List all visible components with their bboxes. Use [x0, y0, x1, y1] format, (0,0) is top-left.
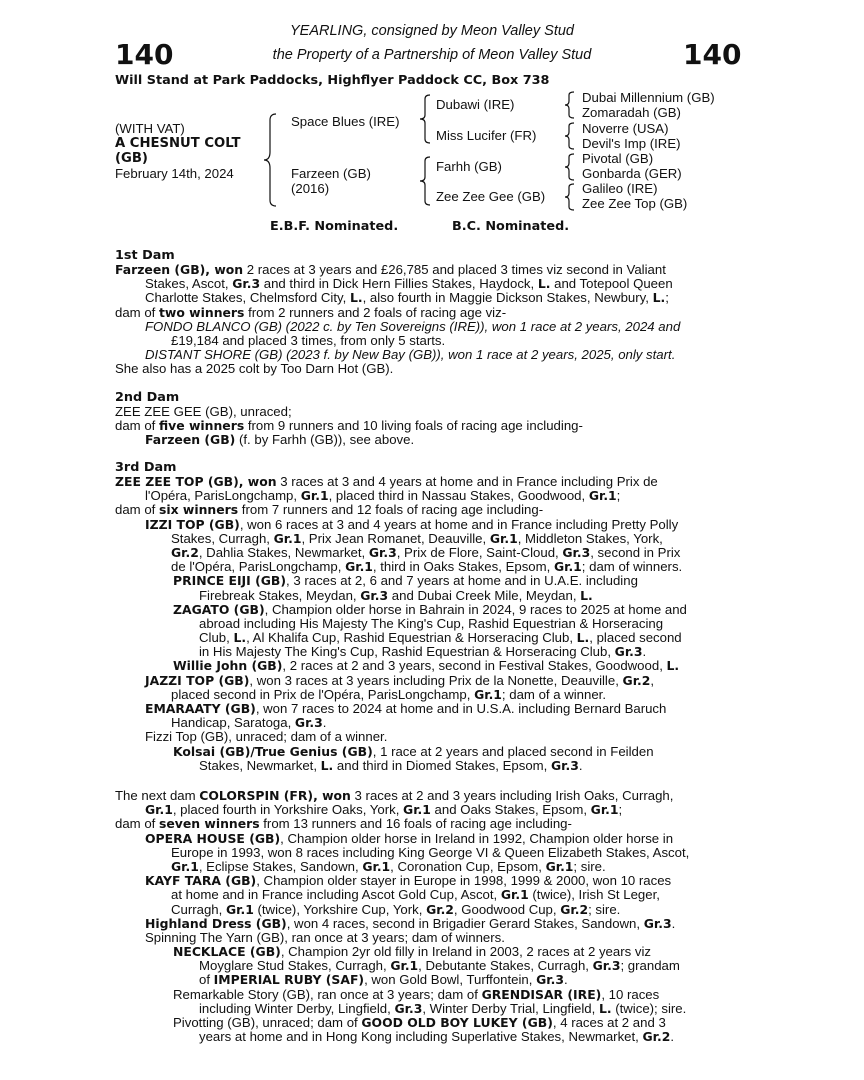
bold-text: Gr.3 — [614, 644, 643, 660]
bold-text: Gr.1 — [145, 802, 173, 818]
text-span: , 2 races at 2 and 3 years, second in Festival Stakes, Goodwood, — [282, 658, 667, 674]
text-span: dam of — [115, 816, 159, 832]
sire-name: Space Blues (IRE) — [291, 114, 400, 129]
text-span: , Champion 2yr old filly in Ireland in 2003, 2 races at 2 years viz — [280, 944, 651, 960]
text-span: ; dam of a winner. — [501, 686, 607, 702]
text-span: from 9 runners and 10 living foals of racing age including- — [244, 418, 583, 434]
text-span: ; — [618, 802, 623, 818]
bold-text: KAYF TARA (GB) — [145, 873, 257, 889]
bold-text: six winners — [158, 502, 239, 518]
bold-text: EMARAATY (GB) — [145, 701, 256, 716]
text-span: , won 7 races to 2024 at home and in U.S.A. including Bernard Baruch — [255, 701, 667, 716]
text-line: Europe in 1993, won 8 races including King George VI & Queen Elizabeth Stakes, Ascot, — [171, 844, 690, 860]
bold-text: two winners — [158, 304, 245, 320]
bold-text: Gr.2 — [560, 901, 589, 917]
text-span: , Eclipse Stakes, Sandown, — [198, 858, 363, 874]
produce-distant-shore: DISTANT SHORE (GB) (2023 f. by New Bay (GB)), won 1 race at 2 years, 2025, only start. — [145, 347, 676, 363]
bold-text: Gr.1 — [553, 559, 582, 575]
text-span: , Middleton Stakes, York, — [517, 530, 663, 546]
text-span: Pivotting (GB), unraced; dam of — [173, 1015, 362, 1030]
text-line: £19,184 and placed 3 times, from only 5 starts. — [171, 332, 446, 348]
bold-text: Gr.1 — [545, 858, 574, 874]
bold-text: JAZZI TOP (GB) — [145, 672, 250, 688]
foaling-date: February 14th, 2024 — [115, 166, 234, 181]
text-span: , second in Prix — [590, 544, 681, 560]
bold-text: seven winners — [158, 816, 260, 832]
bold-text: L. — [576, 630, 590, 646]
text-span: Handicap, Saratoga, — [171, 715, 295, 731]
text-span: Stakes, Ascot, — [145, 276, 233, 292]
bold-text: Gr.3 — [592, 958, 621, 974]
text-span: . — [322, 715, 327, 731]
bold-text: Farzeen (GB) — [145, 432, 236, 448]
bold-text: ZEE ZEE TOP (GB), won — [115, 474, 277, 489]
text-span: (twice); sire. — [611, 1000, 687, 1016]
text-span: from 13 runners and 16 foals of racing age including- — [259, 816, 572, 832]
bold-text: Gr.1 — [345, 559, 373, 575]
second-dam-section — [115, 391, 735, 448]
subject-name: A CHESNUT COLT — [115, 136, 241, 151]
text-span: , Champion older horse in Bahrain in 2024, 9 races to 2025 at home and — [264, 601, 687, 617]
text-line: Fizzi Top (GB), unraced; dam of a winner. — [145, 729, 388, 745]
text-line — [115, 518, 735, 532]
bold-text: Highland Dress (GB) — [145, 915, 287, 931]
text-span: 3 races at 3 and 4 years at home and in France including Prix de — [276, 474, 658, 489]
text-line — [115, 503, 735, 517]
text-span: , won Gold Bowl, Turffontein, — [364, 972, 537, 988]
text-span: years at home and in Hong Kong including Superlative Stakes, Newmarket, — [199, 1029, 643, 1045]
text-span: , 10 races — [601, 986, 660, 1002]
text-span: ; grandam — [620, 958, 680, 974]
bold-text: Gr.1 — [588, 488, 617, 504]
text-line — [115, 702, 735, 716]
brace-path — [565, 184, 574, 210]
brace-dd — [563, 182, 577, 212]
brace-sd — [563, 121, 577, 151]
text-span: ; sire. — [573, 858, 606, 874]
text-line — [115, 419, 735, 433]
text-line — [115, 560, 735, 574]
text-line — [115, 716, 735, 730]
text-span: (twice), Irish St Leger, — [528, 887, 660, 903]
text-span: . — [642, 644, 647, 660]
text-line — [115, 988, 735, 1002]
bold-text: Gr.1 — [489, 530, 518, 546]
bold-text: Gr.1 — [171, 858, 199, 874]
text-span: Stakes, Curragh, — [171, 530, 274, 546]
bold-text: Gr.1 — [273, 530, 302, 546]
bold-text: five winners — [158, 418, 245, 434]
text-span: , Dahlia Stakes, Newmarket, — [198, 544, 369, 560]
text-span: ; dam of winners. — [581, 559, 683, 575]
brace-ds — [563, 152, 577, 182]
bold-text: L. — [537, 276, 551, 292]
text-span: 3 races at 2 and 3 years including Irish Oaks, Curragh, — [350, 788, 674, 803]
bold-text: IZZI TOP (GB) — [145, 516, 240, 532]
text-span: , Champion older stayer in Europe in 1998, 1999 & 2000, won 10 races — [256, 873, 672, 889]
text-span: , 1 race at 2 years and placed second in Feilden — [372, 743, 654, 759]
gg-6: Gonbarda (GER) — [582, 166, 682, 181]
text-line — [115, 917, 735, 931]
bold-text: COLORSPIN (FR), won — [199, 788, 351, 803]
gg-7: Galileo (IRE) — [582, 181, 658, 196]
text-span: The next dam — [115, 788, 200, 803]
bold-text: Kolsai (GB)/True Genius (GB) — [173, 743, 373, 759]
ebf-nominated: E.B.F. Nominated. — [270, 219, 399, 234]
text-span: from 7 runners and 12 foals of racing age including- — [238, 502, 544, 518]
text-line — [115, 959, 735, 973]
bold-text: Gr.3 — [643, 915, 672, 931]
text-line — [115, 603, 735, 617]
sire-line-brace — [418, 93, 434, 145]
text-line — [115, 759, 735, 773]
text-line — [115, 817, 735, 831]
text-line — [115, 874, 735, 888]
first-dam-section — [115, 249, 735, 377]
text-span: , — [650, 672, 655, 688]
text-span: (twice), Yorkshire Cup, York, — [253, 901, 427, 917]
gg-5: Pivotal (GB) — [582, 151, 654, 166]
section-title: 1st Dam — [115, 248, 175, 263]
text-span: , Winter Derby Trial, Lingfield, — [422, 1000, 599, 1016]
brace-path — [420, 95, 430, 143]
brace-path — [565, 92, 574, 118]
text-line — [115, 532, 735, 546]
dam-name: Farzeen (GB) — [291, 166, 371, 181]
text-span: ; — [665, 290, 669, 306]
dam-sire: Farhh (GB) — [436, 159, 502, 174]
text-span: , Coronation Cup, Epsom, — [390, 858, 546, 874]
text-span: , placed fourth in Yorkshire Oaks, York, — [172, 802, 404, 818]
bold-text: Gr.2 — [642, 1029, 671, 1045]
text-span: Club, — [199, 630, 234, 646]
text-span: l'Opéra, ParisLongchamp, — [145, 488, 301, 504]
dam-name-bold: Farzeen (GB), won — [115, 262, 244, 277]
text-span: . — [563, 972, 568, 988]
bold-text: L. — [349, 290, 363, 306]
bold-text: Gr.1 — [300, 488, 329, 504]
section-title: 3rd Dam — [115, 460, 177, 475]
text-line — [115, 945, 735, 959]
text-line — [115, 645, 735, 659]
text-span: dam of — [115, 502, 159, 518]
text-span: in His Majesty The King's Cup, Rashid Equestrian & Horseracing Club, — [199, 644, 615, 660]
text-line — [115, 674, 735, 688]
text-line — [115, 803, 735, 817]
text-span: including Winter Derby, Lingfield, — [199, 1000, 395, 1016]
text-span: , Prix de Flore, Saint-Cloud, — [396, 544, 563, 560]
text-span: and third in Dick Hern Fillies Stakes, Haydock, — [260, 276, 538, 292]
bold-text: OPERA HOUSE (GB) — [145, 830, 281, 846]
text-line: Spinning The Yarn (GB), ran once at 3 years; dam of winners. — [145, 929, 505, 945]
bold-text: Gr.3 — [368, 544, 397, 560]
text-line — [115, 1002, 735, 1016]
text-span: ; sire. — [588, 901, 621, 917]
sire-dam-brace — [262, 112, 282, 208]
text-span: , placed second — [589, 630, 682, 646]
text-span: , Debutante Stakes, Curragh, — [418, 958, 593, 974]
text-line — [115, 860, 735, 874]
section-title: 2nd Dam — [115, 390, 180, 405]
bold-text: Gr.3 — [536, 972, 564, 988]
text-line — [115, 832, 735, 846]
text-span: Remarkable Story (GB), ran once at 3 years; dam of — [173, 986, 482, 1002]
property-line: the Property of a Partnership of Meon Valley Stud — [272, 47, 592, 63]
bold-text: Gr.3 — [550, 757, 579, 773]
text-line — [115, 903, 735, 917]
bold-text: PRINCE EIJI (GB) — [173, 573, 287, 589]
bold-text: NECKLACE (GB) — [173, 944, 281, 960]
text-line — [115, 589, 735, 603]
bold-text: Willie John (GB) — [173, 658, 283, 674]
gg-4: Devil's Imp (IRE) — [582, 136, 681, 151]
third-dam-section — [115, 461, 735, 773]
text-span: and third in Diomed Stakes, Epsom, — [333, 757, 551, 773]
text-span: Moyglare Stud Stakes, Curragh, — [199, 958, 391, 974]
sire-dam: Miss Lucifer (FR) — [436, 128, 537, 143]
text-line: ZEE ZEE GEE (GB), unraced; — [115, 404, 292, 419]
text-span: dam of — [115, 418, 159, 434]
bold-text: L. — [233, 630, 247, 646]
lot-number-left: 140 — [115, 38, 174, 71]
bold-text: Gr.3 — [562, 544, 591, 560]
gg-3: Noverre (USA) — [582, 121, 669, 136]
stand-location: Will Stand at Park Paddocks, Highflyer Paddock CC, Box 738 — [115, 73, 550, 88]
text-span: , Goodwood Cup, — [453, 901, 561, 917]
text-span: . — [578, 757, 583, 773]
bold-text: L. — [652, 290, 666, 306]
text-line — [115, 489, 735, 503]
brace-ss — [563, 90, 577, 120]
bold-text: Gr.1 — [390, 958, 419, 974]
text-line — [115, 789, 735, 803]
text-span: Stakes, Newmarket, — [199, 757, 321, 773]
next-dam-section — [115, 789, 735, 1044]
bold-text: GOOD OLD BOY LUKEY (GB) — [361, 1015, 553, 1030]
text-span: , 4 races at 2 and 3 — [552, 1015, 666, 1030]
text-line — [115, 659, 735, 673]
text-line — [115, 688, 735, 702]
text-span: dam of — [115, 304, 159, 320]
text-span: , Champion older horse in Ireland in 1992, Champion older horse in — [280, 830, 674, 846]
text-span: , Prix Jean Romanet, Deauville, — [301, 530, 490, 546]
bold-text: Gr.3 — [294, 715, 323, 731]
bold-text: L. — [666, 658, 680, 674]
text-line — [115, 1016, 735, 1030]
vat-note: (WITH VAT) — [115, 121, 185, 136]
text-line — [115, 888, 735, 902]
bold-text: IMPERIAL RUBY (SAF) — [213, 972, 365, 988]
text-line — [115, 745, 735, 759]
brace-path — [565, 123, 574, 149]
text-span: placed second in Prix de l'Opéra, ParisLongchamp, — [171, 686, 475, 702]
text-span: (f. by Farhh (GB)), see above. — [235, 432, 415, 448]
bold-text: Gr.2 — [426, 901, 454, 917]
text-line: abroad including His Majesty The King's Cup, Rashid Equestrian & Horseracing — [199, 615, 664, 631]
dam-year: (2016) — [291, 181, 330, 196]
bold-text: Gr.1 — [403, 802, 431, 818]
text-span: , third in Oaks Stakes, Epsom, — [372, 559, 554, 575]
bold-text: Gr.1 — [500, 887, 529, 903]
text-line — [115, 475, 735, 489]
text-line — [115, 263, 735, 277]
bold-text: Gr.1 — [362, 858, 391, 874]
text-line: She also has a 2025 colt by Too Darn Hot (GB). — [115, 361, 394, 377]
text-span: Charlotte Stakes, Chelmsford City, — [145, 290, 350, 306]
text-span: ; — [616, 488, 621, 504]
text-span: Firebreak Stakes, Meydan, — [199, 587, 361, 603]
bold-text: Gr.3 — [394, 1000, 423, 1016]
bold-text: Gr.3 — [232, 276, 261, 292]
text-span: , won 4 races, second in Brigadier Gerard Stakes, Sandown, — [286, 915, 644, 931]
text-line — [115, 574, 735, 588]
brace-path — [264, 114, 276, 206]
text-span: , also fourth in Maggie Dickson Stakes, Newbury, — [362, 290, 653, 306]
text-line — [115, 306, 735, 320]
text-line — [115, 546, 735, 560]
text-span: , placed third in Nassau Stakes, Goodwood, — [328, 488, 589, 504]
bold-text: ZAGATO (GB) — [173, 601, 265, 617]
text-line — [115, 291, 735, 305]
text-span: de l'Opéra, ParisLongchamp, — [171, 559, 346, 575]
text-span: 2 races at 3 years and £26,785 and placed 3 times viz second in Valiant — [243, 262, 666, 277]
text-span: Curragh, — [171, 901, 226, 917]
sire-sire: Dubawi (IRE) — [436, 97, 515, 112]
text-span: of — [199, 972, 214, 988]
lot-number-right: 140 — [683, 38, 742, 71]
text-line — [115, 277, 735, 291]
bc-nominated: B.C. Nominated. — [452, 219, 570, 234]
dam-dam: Zee Zee Gee (GB) — [436, 189, 546, 204]
subject-origin: (GB) — [115, 151, 148, 166]
bold-text: Gr.1 — [474, 686, 502, 702]
gg-2: Zomaradah (GB) — [582, 105, 681, 120]
bold-text: L. — [320, 757, 334, 773]
brace-path — [420, 157, 430, 205]
consignor-line: YEARLING, consigned by Meon Valley Stud — [290, 23, 574, 39]
text-span: , Al Khalifa Cup, Rashid Equestrian & Horseracing Club, — [246, 630, 577, 646]
gg-1: Dubai Millennium (GB) — [582, 90, 715, 105]
text-span: , won 6 races at 3 and 4 years at home and in France including Pretty Polly — [239, 516, 679, 532]
text-span: and Oaks Stakes, Epsom, — [430, 802, 591, 818]
text-span: and Totepool Queen — [550, 276, 673, 292]
bold-text: Gr.1 — [590, 802, 619, 818]
gg-8: Zee Zee Top (GB) — [582, 196, 688, 211]
bold-text: GRENDISAR (IRE) — [481, 986, 602, 1002]
bold-text: Gr.2 — [622, 672, 651, 688]
bold-text: L. — [598, 1000, 612, 1016]
text-line — [115, 433, 735, 447]
text-span: , 3 races at 2, 6 and 7 years at home and in U.A.E. including — [286, 573, 638, 589]
text-span: , won 3 races at 3 years including Prix de la Nonette, Deauville, — [249, 672, 623, 688]
bold-text: Gr.1 — [225, 901, 254, 917]
brace-path — [565, 154, 574, 180]
dam-line-brace — [418, 155, 434, 207]
text-span: and Dubai Creek Mile, Meydan, — [388, 587, 581, 603]
text-span: at home and in France including Ascot Gold Cup, Ascot, — [171, 887, 501, 903]
text-span: . — [670, 1029, 675, 1045]
bold-text: Gr.3 — [360, 587, 389, 603]
text-line — [115, 631, 735, 645]
text-span: . — [671, 915, 676, 931]
text-line — [115, 973, 735, 987]
text-span: from 2 runners and 2 foals of racing age viz- — [244, 304, 507, 320]
bold-text: Gr.2 — [171, 544, 199, 560]
text-line — [115, 1030, 735, 1044]
bold-text: L. — [580, 587, 593, 603]
produce-fondo-blanco: FONDO BLANCO (GB) (2022 c. by Ten Sovereigns (IRE)), won 1 race at 2 years, 2024 and — [145, 318, 681, 334]
